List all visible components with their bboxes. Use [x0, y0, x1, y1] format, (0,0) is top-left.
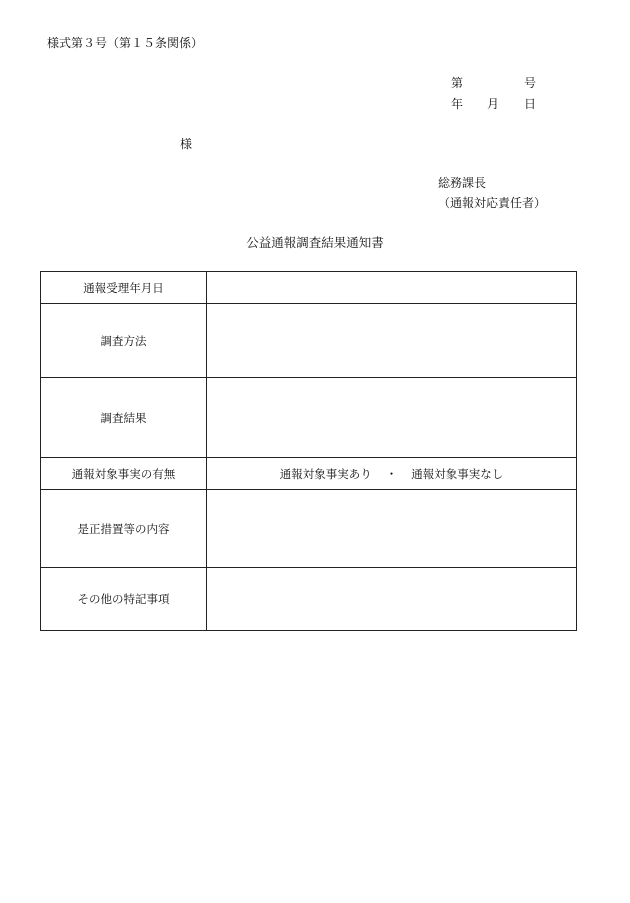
table-row	[41, 490, 577, 568]
investigation-result-field[interactable]	[207, 378, 577, 458]
table-row	[41, 458, 577, 490]
document-title: 公益通報調査結果通知書	[246, 235, 384, 250]
receipt-date-field[interactable]	[207, 272, 577, 304]
form-number: 様式第３号（第１５条関係）	[47, 36, 204, 50]
result-table	[40, 271, 577, 631]
table-row	[41, 378, 577, 458]
addressee-honorific: 様	[180, 137, 193, 151]
date-year-label: 年	[451, 97, 464, 111]
investigation-method-field[interactable]	[207, 304, 577, 378]
corrective-measures-field[interactable]	[207, 490, 577, 568]
row-label-investigation-result: 調査結果	[41, 378, 207, 458]
document-number-label: 第	[451, 76, 464, 90]
fact-existence-options	[207, 458, 577, 490]
row-label-investigation-method: 調査方法	[41, 304, 207, 378]
other-notes-field[interactable]	[207, 568, 577, 631]
date-day-label: 日	[524, 97, 537, 111]
document-number-suffix: 号	[524, 76, 537, 90]
table-row	[41, 568, 577, 631]
table-row	[41, 272, 577, 304]
sender-title: 総務課長	[438, 176, 487, 190]
table-row	[41, 304, 577, 378]
row-label-fact-existence: 通報対象事実の有無	[41, 458, 207, 490]
row-label-corrective-measures: 是正措置等の内容	[41, 490, 207, 568]
option-fact-exists[interactable]: 通報対象事実あり	[279, 466, 372, 481]
row-label-other-notes: その他の特記事項	[41, 568, 207, 631]
sender-role: （通報対応責任者）	[438, 196, 547, 210]
option-fact-not-exists[interactable]: 通報対象事実なし	[411, 466, 504, 481]
row-label-receipt-date: 通報受理年月日	[41, 272, 207, 304]
date-month-label: 月	[487, 97, 500, 111]
option-separator: ・	[385, 466, 398, 481]
